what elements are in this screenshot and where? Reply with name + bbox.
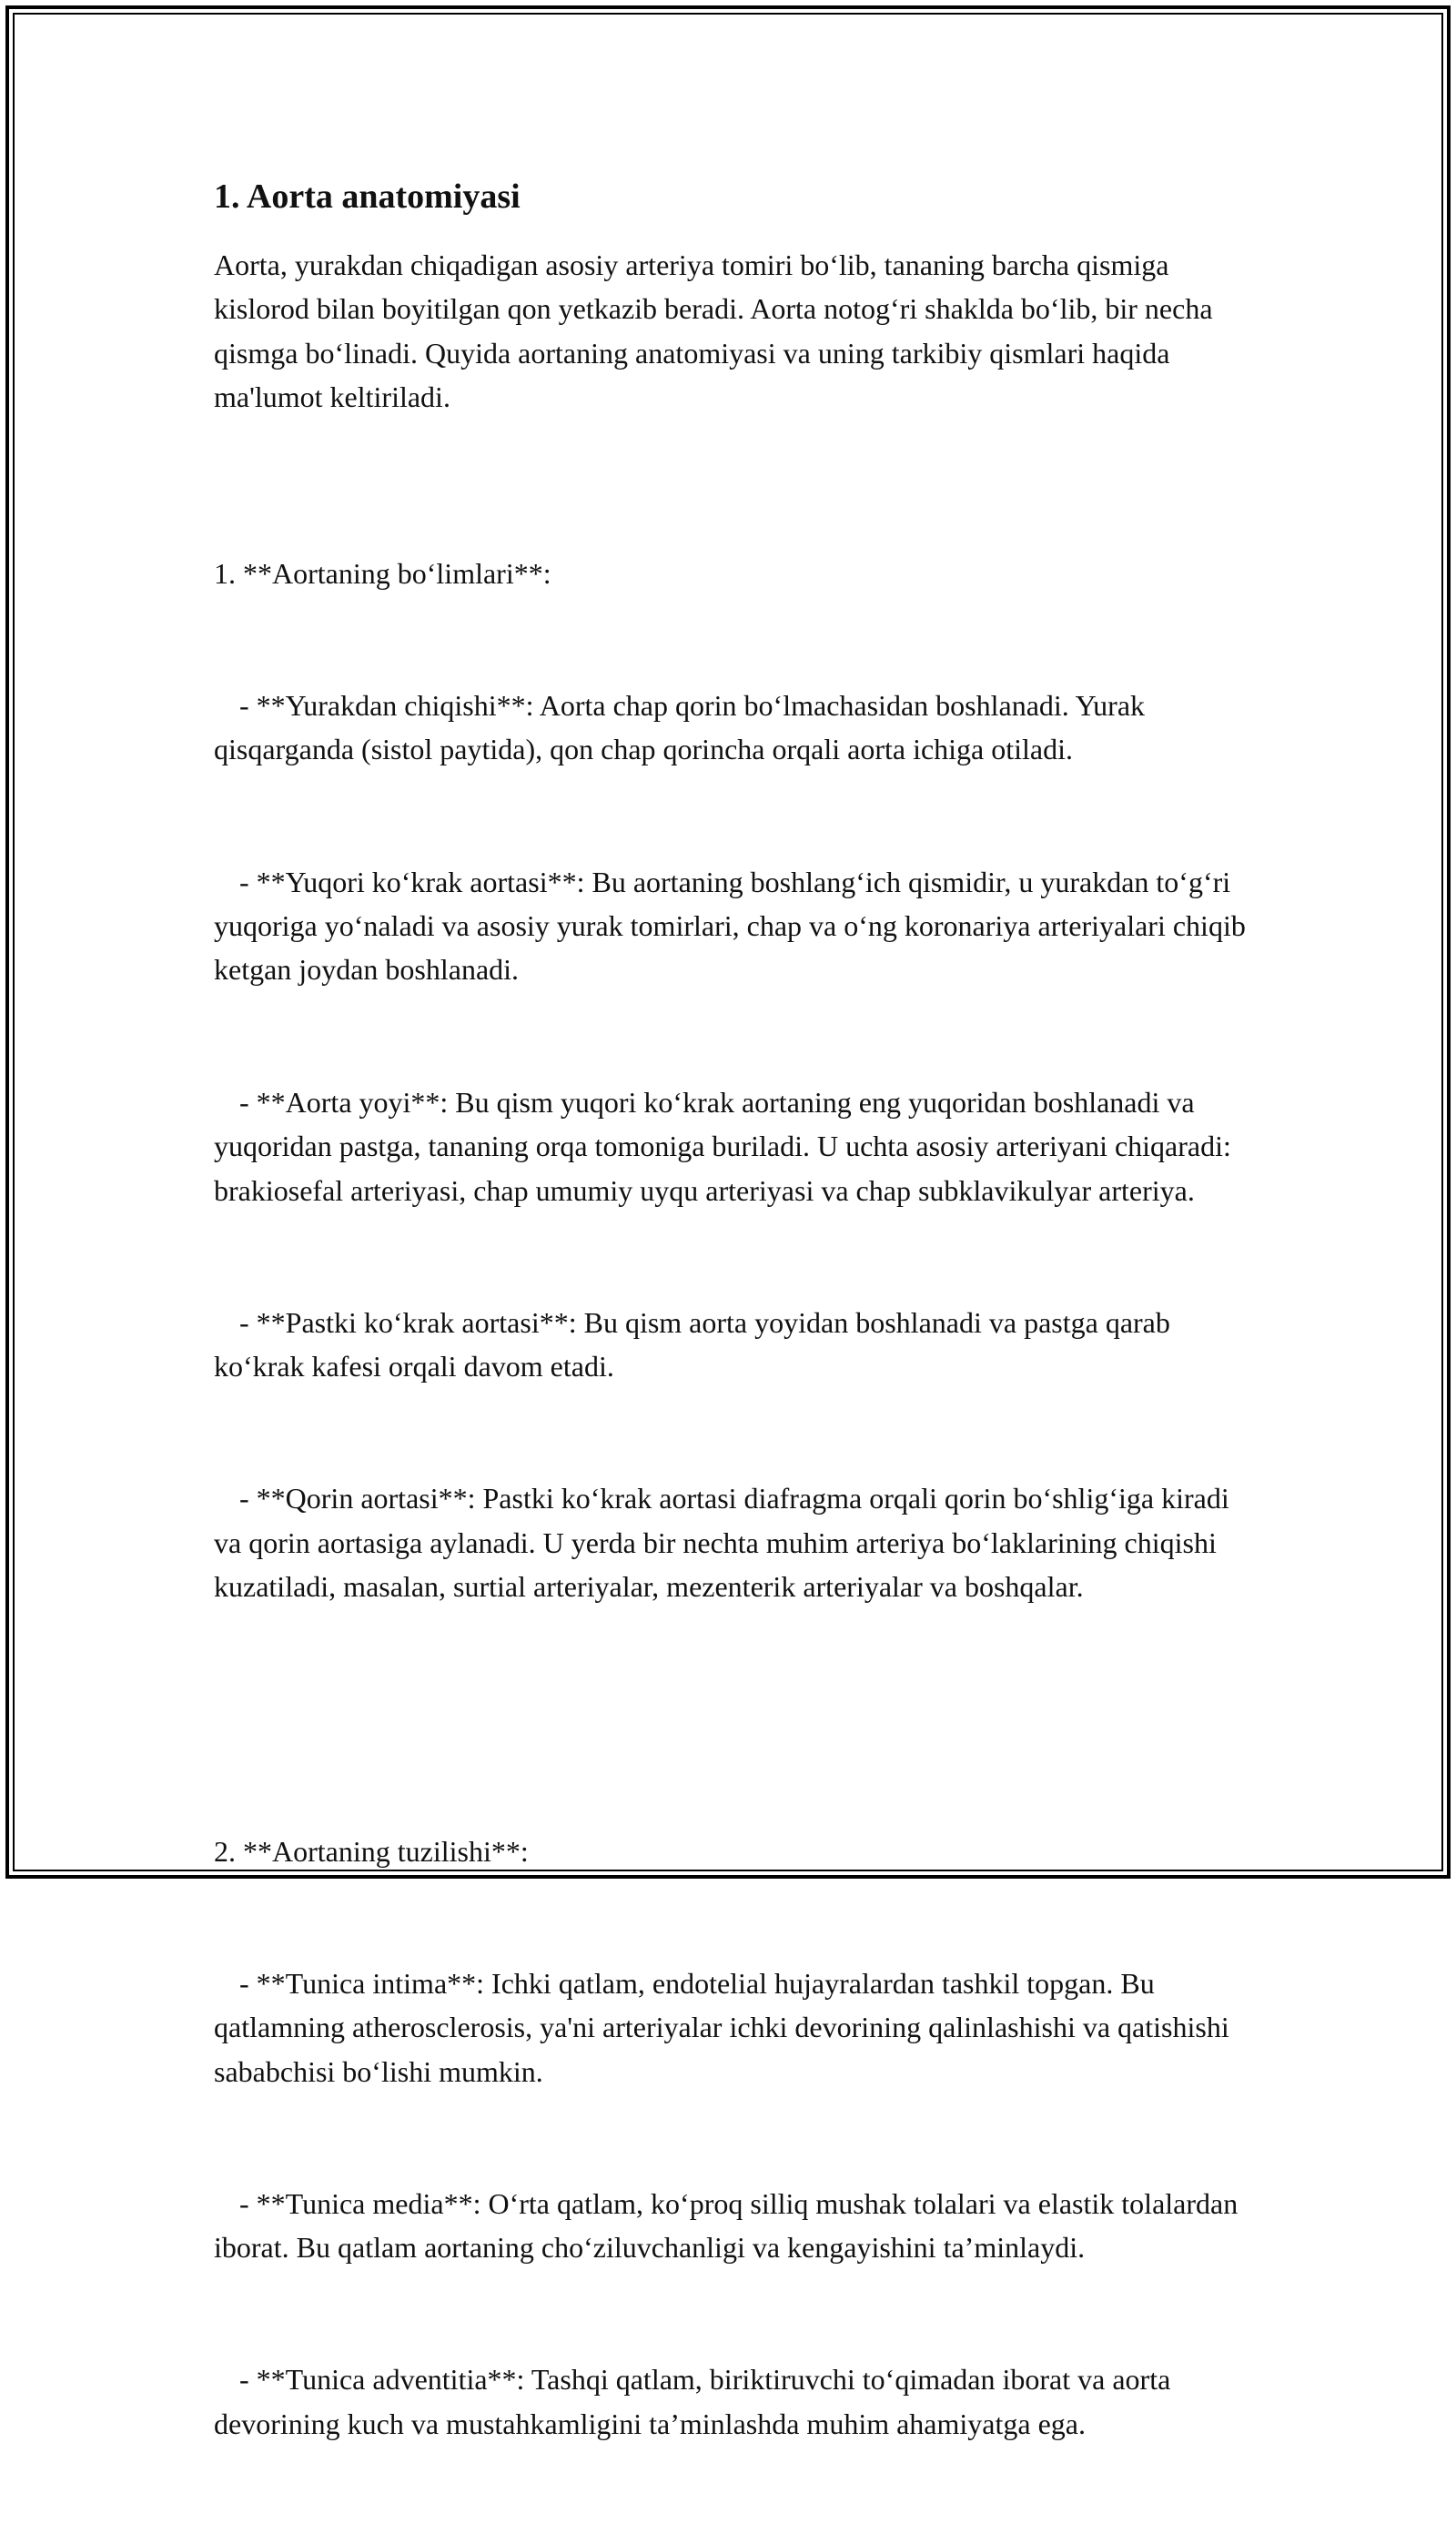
section-heading: 2. **Aortaning tuzilishi**: (214, 1834, 529, 1868)
list-item-text: - **Aorta yoyi**: Bu qism yuqori ko‘krak aortaning eng yuqoridan boshlanadi va yuqoridan pastga, tananing orqa tomoniga buriladi. U uchta asosiy arteriyani chiqaradi: brakiosefal arteriyasi, chap umumiy uyqu arteriyasi va chap subklavikulyar arteriya. (214, 1085, 1239, 1207)
list-item (214, 684, 1256, 772)
list-item-text: - **Tunica adventitia**: Tashqi qatlam, biriktiruvchi to‘qimadan iborat va aorta devorining kuch va mustahkamligini ta’minlashda muhim ahamiyatga ega. (214, 2363, 1178, 2440)
section-heading: 1. **Aortaning bo‘limlari**: (214, 556, 551, 590)
spacer (214, 420, 1256, 463)
list-item (214, 1301, 1256, 1389)
list-item (214, 1476, 1256, 1608)
list-item-text: - **Tunica media**: O‘rta qatlam, ko‘proq silliq mushak tolalari va elastik tolalardan iborat. Bu qatlam aortaning cho‘ziluvchanligi va kengayishini ta’minlaydi. (214, 2186, 1246, 2265)
list-item-text: - **Qorin aortasi**: Pastki ko‘krak aortasi diafragma orqali qorin bo‘shlig‘iga kiradi va qorin aortasiga aylanadi. U yerda bir nechta muhim arteriya bo‘laklarining chiqishi kuzatiladi, masalan, surtial arteriyalar, mezenterik arteriyalar va boshqalar. (214, 1482, 1237, 1604)
list-item (214, 1080, 1256, 1212)
document-body (214, 167, 1256, 2534)
list-item (214, 860, 1256, 992)
list-item (214, 2357, 1256, 2446)
section-bolimlari (214, 463, 1256, 1697)
document-title: 1. Aorta anatomiyasi (214, 177, 521, 216)
section-tuzilishi (214, 1741, 1256, 2534)
list-item (214, 2182, 1256, 2270)
intro-paragraph: Aorta, yurakdan chiqadigan asosiy arteriya tomiri bo‘lib, tananing barcha qismiga kislorod bilan boyitilgan qon yetkazib beradi. Aorta notog‘ri shaklda bo‘lib, bir necha qismga bo‘linadi. Quyida aortaning anatomiyasi va uning tarkibiy qismlari haqida ma'lumot keltiriladi. (214, 248, 1220, 414)
list-item (214, 1961, 1256, 2093)
spacer (214, 1697, 1256, 1740)
list-item-text: - **Yurakdan chiqishi**: Aorta chap qorin bo‘lmachasidan boshlanadi. Yurak qisqarganda (sistol paytida), qon chap qorincha orqali aorta ichiga otiladi. (214, 689, 1153, 766)
list-item-text: - **Pastki ko‘krak aortasi**: Bu qism aorta yoyidan boshlanadi va pastga qarab ko‘krak kafesi orqali davom etadi. (214, 1305, 1178, 1384)
list-item-text: - **Yuqori ko‘krak aortasi**: Bu aortaning boshlang‘ich qismidir, u yurakdan to‘g‘ri yuqoriga yo‘naladi va asosiy yurak tomirlari, chap va o‘ng koronariya arteriyalari chiqib ketgan joydan boshlanadi. (214, 865, 1253, 987)
list-item-text: - **Tunica intima**: Ichki qatlam, endotelial hujayralardan tashkil topgan. Bu qatlamning atherosclerosis, ya'ni arteriyalar ichki devorining qalinlashishi va qatishishi sababchisi bo‘lishi mumkin. (214, 1966, 1237, 2088)
